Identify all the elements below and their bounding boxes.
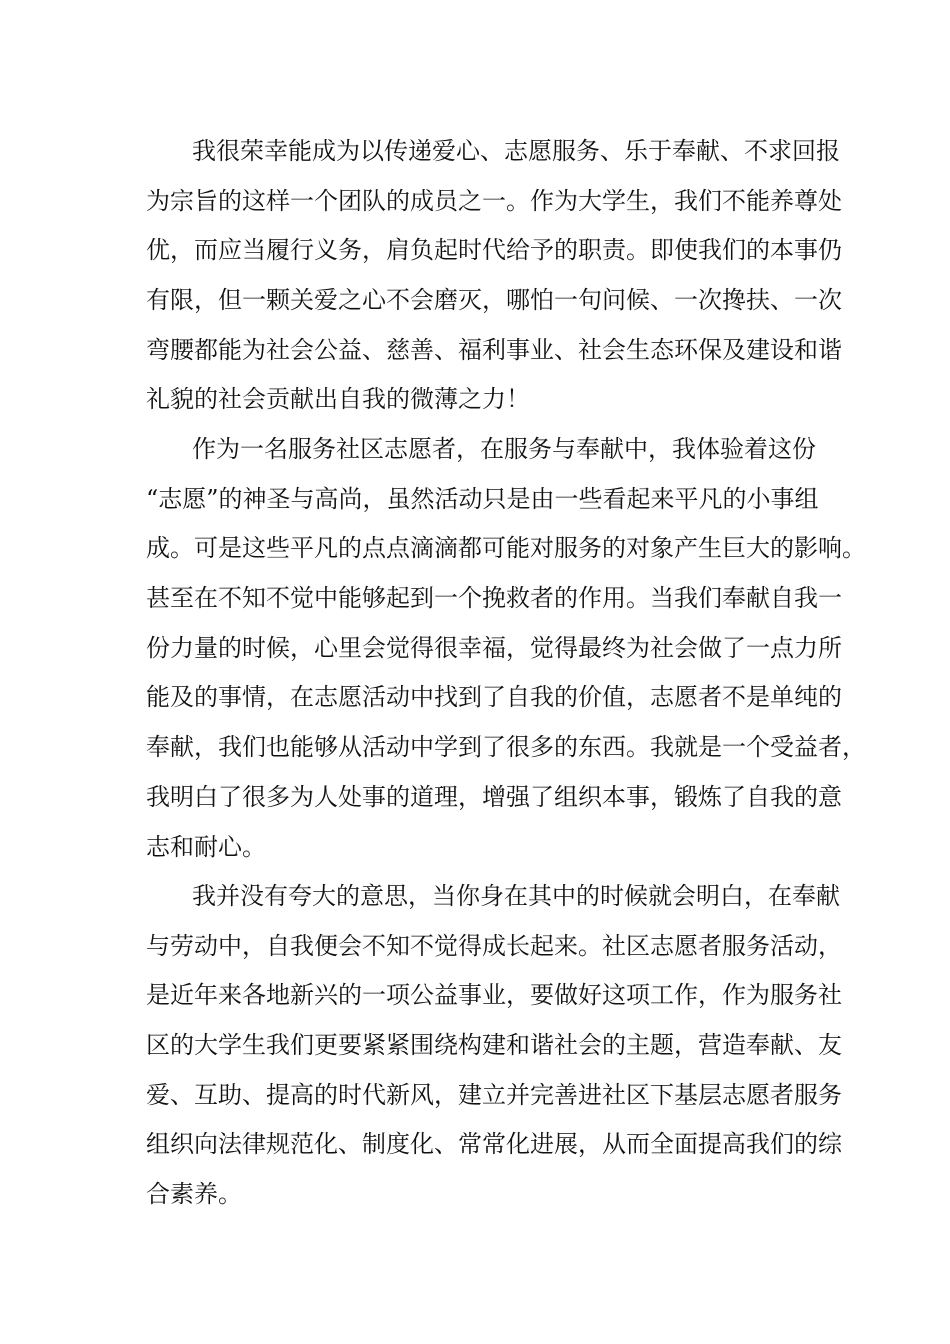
paragraph-line: 成。可是这些平凡的点点滴滴都可能对服务的对象产生巨大的影响。: [146, 534, 866, 563]
paragraph-line: 爱、互助、提高的时代新风，建立并完善进社区下基层志愿者服务: [146, 1080, 842, 1109]
paragraph-line: 为宗旨的这样一个团队的成员之一。作为大学生，我们不能养尊处: [146, 186, 842, 215]
paragraph-line: 与劳动中，自我便会不知不觉得成长起来。社区志愿者服务活动，: [146, 931, 842, 960]
paragraph-line: 我很荣幸能成为以传递爱心、志愿服务、乐于奉献、不求回报: [192, 137, 840, 165]
paragraph-line: 我并没有夸大的意思，当你身在其中的时候就会明白，在奉献: [192, 882, 840, 910]
paragraph-2: [146, 425, 866, 872]
paragraph-line: 合素养。: [146, 1180, 242, 1209]
paragraph-line: 甚至在不知不觉中能够起到一个挽救者的作用。当我们奉献自我一: [146, 584, 842, 613]
paragraph-line: 作为一名服务社区志愿者，在服务与奉献中，我体验着这份: [192, 435, 816, 463]
paragraph-line: 弯腰都能为社会公益、慈善、福利事业、社会生态环保及建设和谐: [146, 335, 842, 364]
paragraph-line: 是近年来各地新兴的一项公益事业，要做好这项工作，作为服务社: [146, 981, 842, 1010]
paragraph-line: 能及的事情，在志愿活动中找到了自我的价值，志愿者不是单纯的: [146, 683, 842, 712]
paragraph-line: “志愿”的神圣与高尚，虽然活动只是由一些看起来平凡的小事组: [146, 484, 819, 513]
paragraph-line: 我明白了很多为人处事的道理，增强了组织本事，锻炼了自我的意: [146, 782, 842, 811]
paragraph-1: [146, 127, 842, 425]
paragraph-line: 志和耐心。: [146, 832, 266, 861]
paragraph-line: 有限，但一颗关爱之心不会磨灭，哪怕一句问候、一次搀扶、一次: [146, 286, 842, 315]
paragraph-line: 奉献，我们也能够从活动中学到了很多的东西。我就是一个受益者，: [146, 733, 866, 762]
paragraph-line: 份力量的时候，心里会觉得很幸福，觉得最终为社会做了一点力所: [146, 633, 842, 662]
paragraph-line: 礼貌的社会贡献出自我的微薄之力！: [146, 385, 530, 414]
paragraph-line: 区的大学生我们更要紧紧围绕构建和谐社会的主题，营造奉献、友: [146, 1031, 842, 1060]
paragraph-3: [146, 872, 842, 1220]
paragraph-line: 组织向法律规范化、制度化、常常化进展，从而全面提高我们的综: [146, 1130, 842, 1159]
paragraph-line: 优，而应当履行义务，肩负起时代给予的职责。即使我们的本事仍: [146, 236, 842, 265]
